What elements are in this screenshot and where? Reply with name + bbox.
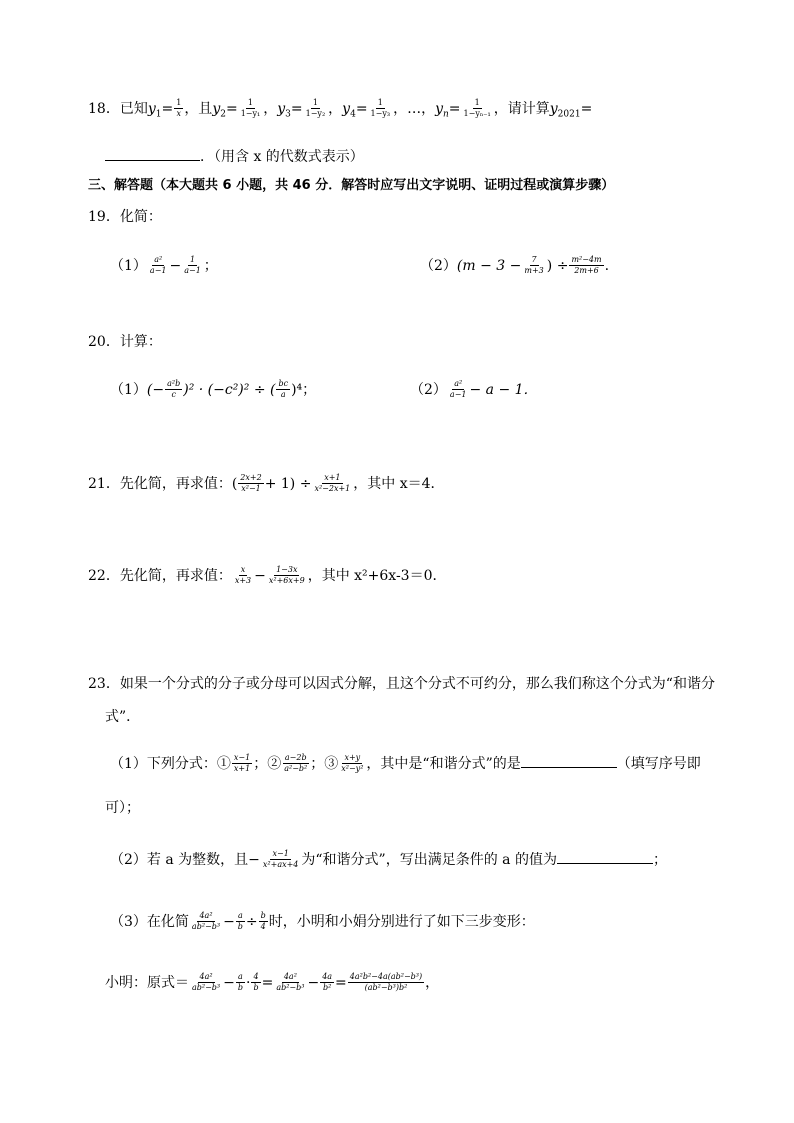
q19-p1-frac-a: $\frac{\text{a²}}{a-1}$ — [149, 255, 167, 276]
q23-p3-frac-1: $\frac{\text{4a²}}{\text{ab²−b³}}$ — [191, 911, 221, 932]
q18-frac-1: $\frac{1}{x}$ — [176, 98, 182, 119]
q20-part1: （1）(− $\frac{\text{a²b}}{c}$ )² · (−c²)² ÷ ( $\frac{bc}{a}$ )⁴； — [110, 379, 317, 400]
section-3-title: 三、解答题（本大题共 6 小题，共 46 分．解答时应写出文字说明、证明过程或演算步骤） — [88, 178, 615, 193]
q18-y1-sub: 1 — [155, 109, 162, 120]
q18-intro: 已知 — [119, 100, 148, 117]
q19-p2-frac-2: $\frac{\text{m²−4m}}{2m+6}$ — [571, 255, 602, 276]
q19-p2-frac-1: $\frac{7}{m+3}$ — [524, 255, 544, 276]
q22-line: 22．先化简，再求值： $\frac{x}{x+3}$ − $\frac{1-3x}{\text{x²+6x+9}}$ ，其中 x²+6x-3＝0． — [88, 565, 447, 586]
xm-frac-4: $\frac{\text{4a²}}{\text{ab²−b³}}$ — [276, 972, 305, 993]
q18-y1: y — [147, 100, 156, 117]
q21-frac-2: $\frac{x+1}{\text{x²−2x+1}}$ — [314, 473, 351, 494]
q18-frac-4: $\frac{1}{\text{1−y₃}}$ — [370, 98, 391, 119]
q18-y2: y — [212, 100, 221, 117]
q20-p1-frac-1: $\frac{\text{a²b}}{c}$ — [167, 379, 181, 400]
q19-p1-frac-b: $\frac{1}{a-1}$ — [184, 255, 201, 276]
q23-p1-frac-1: $\frac{x-1}{x+1}$ — [233, 753, 251, 774]
q23-p3-frac-3: $\frac{b}{4}$ — [260, 911, 266, 932]
q23-p2-answer-blank[interactable] — [557, 851, 653, 864]
q18-yn: y — [435, 100, 443, 117]
xm-frac-1: $\frac{\text{4a²}}{\text{ab²−b³}}$ — [192, 972, 221, 993]
q23-p1-frac-3: $\frac{x+y}{\text{x²−y²}}$ — [341, 753, 364, 774]
q18-frac-2: $\frac{1}{\text{1−y₁}}$ — [240, 98, 261, 119]
q18-number: 18． — [88, 100, 120, 117]
q18-y4: y — [342, 100, 351, 117]
q22-frac-2: $\frac{1-3x}{\text{x²+6x+9}}$ — [268, 565, 305, 586]
q21-line: 21．先化简，再求值：( $\frac{2x+2}{\text{x²−1}}$ + 1) ÷ $\frac{x+1}{\text{x²−2x+1}}$ ，其中 x＝4． — [88, 473, 445, 494]
q21-frac-1: $\frac{2x+2}{\text{x²−1}}$ — [240, 473, 262, 494]
q18-frac-n: $\frac{1}{\text{1−yₙ₋₁}}$ — [463, 98, 491, 119]
q18-and: ，且 — [184, 100, 213, 117]
q22-frac-1: $\frac{x}{x+3}$ — [234, 565, 252, 586]
q23-p1-answer-blank[interactable] — [521, 755, 617, 768]
q18-line1: 18．已知$y_1=$ $\frac{1}{x}$ ，且$y_2=$ $\frac{1}{\text{1−y₁}}$ ，$y_3=$ $\frac{1}{\text{1−y₂}}$ ，$y_4=$ $\frac{1}{\text{1−y₃}}$ ，…，$y_n=$ $\frac{1}{\text{1−yₙ₋₁}}$ ，请计算$y_{2021}=$ — [88, 98, 593, 120]
q18-tail: ．（用含 x 的代数式表示） — [200, 149, 364, 165]
q19-part2: （2）(m − 3 − $\frac{7}{m+3}$ ) ÷ $\frac{\text{m²−4m}}{2m+6}$ . — [420, 255, 610, 276]
q20-title: 20．计算： — [88, 334, 162, 350]
xm-frac-3: $\frac{4}{b}$ — [253, 972, 259, 993]
q19-title: 19．化简： — [88, 209, 162, 225]
q18-ask: ，请计算 — [493, 100, 550, 117]
q18-frac-3: $\frac{1}{\text{1−y₂}}$ — [305, 98, 326, 119]
q18-line2 — [105, 148, 364, 164]
q18-target: y — [549, 100, 558, 117]
q23-xiaoming-step: 小明：原式＝ $\frac{\text{4a²}}{\text{ab²−b³}}$ − $\frac{a}{b}$ · $\frac{4}{b}$ = $\frac{\text{4a²}}{\text{ab²−b³}}$ − $\frac{4a}{\text{b²}}$ = $\frac{\text{4a²b²−4a(ab²−b³)}}{\text{(ab²−b³)b²}}$ ， — [105, 972, 440, 993]
q20-p2-frac: $\frac{\text{a²}}{a-1}$ — [449, 379, 467, 400]
q18-answer-blank[interactable] — [105, 148, 200, 161]
q23-p1-frac-2: $\frac{a-2b}{\text{a²−b²}}$ — [284, 753, 308, 774]
q18-y3: y — [277, 100, 286, 117]
q23-part1: （1）下列分式：① $\frac{x-1}{x+1}$ ；② $\frac{a-2b}{\text{a²−b²}}$ ；③ $\frac{x+y}{\text{x²−y²}}$ ，其中是“和谐分式”的是 （填写序号即 — [110, 753, 701, 774]
q23-line1: 23．如果一个分式的分子或分母可以因式分解，且这个分式不可约分，那么我们称这个分式为“和谐分 — [88, 676, 715, 692]
q23-line2: 式”． — [105, 709, 141, 725]
q19-part1: （1） $\frac{\text{a²}}{a-1}$ − $\frac{1}{a-1}$ ； — [110, 255, 218, 276]
q23-part3: （3）在化简 $\frac{\text{4a²}}{\text{ab²−b³}}$ − $\frac{a}{b}$ ÷ $\frac{b}{4}$ 时，小明和小娟分别进行了如下三步变形： — [110, 911, 535, 932]
q18-eq1: = — [161, 100, 174, 117]
xm-frac-2: $\frac{a}{b}$ — [237, 972, 243, 993]
q23-p3-frac-2: $\frac{a}{b}$ — [237, 911, 243, 932]
q20-part2: （2） $\frac{\text{a²}}{a-1}$ − a − 1． — [410, 379, 538, 400]
q23-p2-frac: $\frac{x-1}{\text{x²+ax+4}}$ — [262, 849, 299, 870]
q20-p1-frac-2: $\frac{bc}{a}$ — [278, 379, 289, 400]
q23-part2: （2）若 a 为整数，且− $\frac{x-1}{\text{x²+ax+4}}$ 为“和谐分式”，写出满足条件的 a 的值为 ； — [110, 849, 667, 870]
q23-part1-line2: 可）； — [105, 800, 140, 816]
xm-frac-5: $\frac{4a}{\text{b²}}$ — [322, 972, 333, 993]
xm-frac-6: $\frac{\text{4a²b²−4a(ab²−b³)}}{\text{(ab²−b³)b²}}$ — [349, 972, 423, 993]
